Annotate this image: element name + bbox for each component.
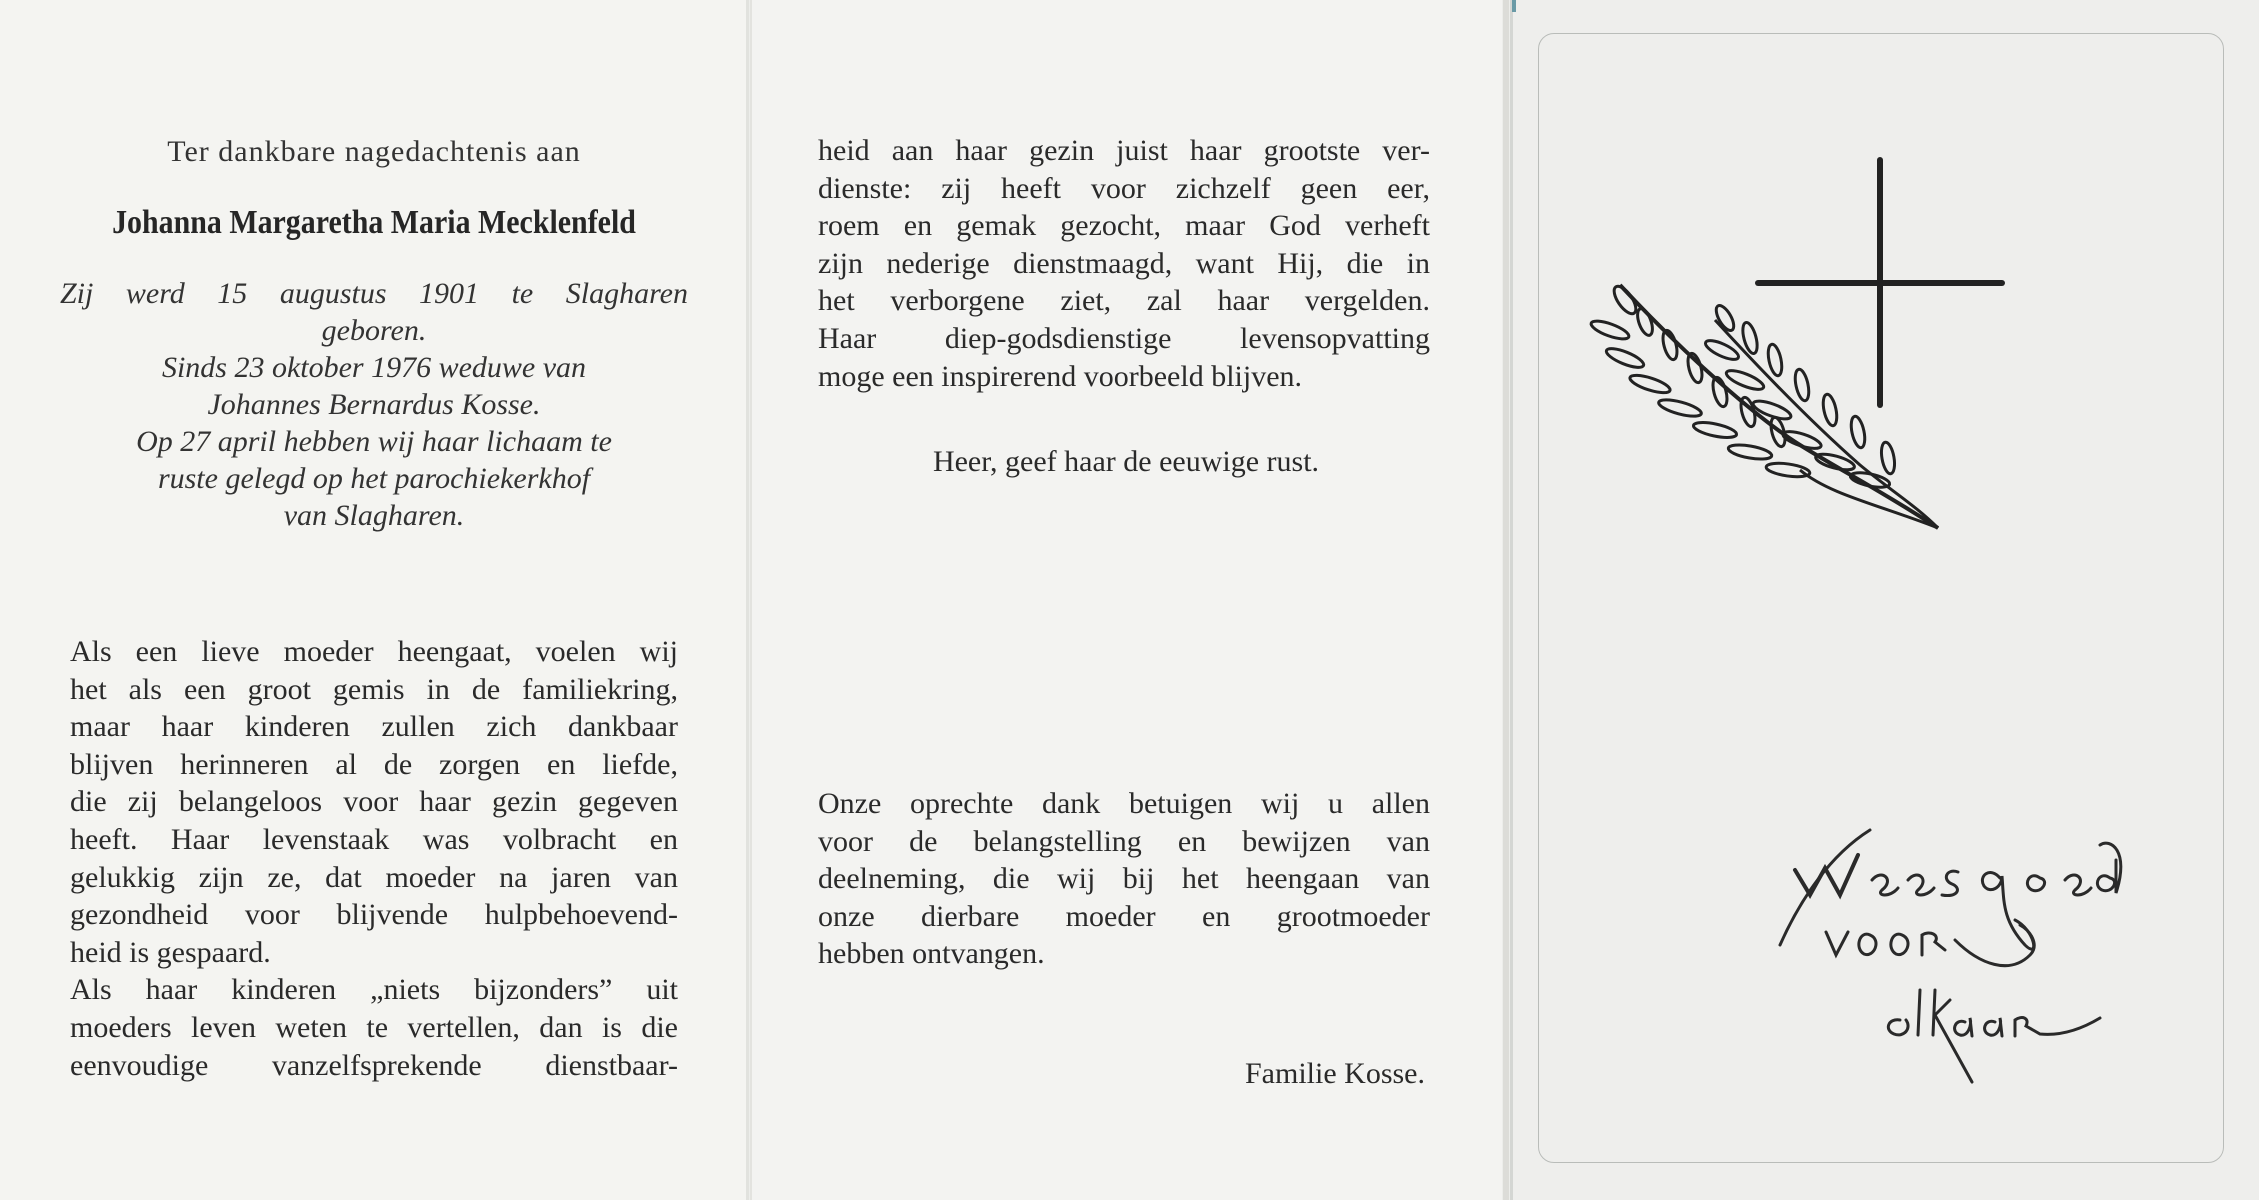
biography-block [60, 275, 688, 534]
paragraph-line: roem en gemak gezocht, maar God verheft [818, 209, 1430, 243]
signature: Familie Kosse. [1245, 1057, 1425, 1090]
paragraph-line: gelukkig zijn ze, dat moeder na jaren van [70, 860, 678, 894]
paragraph-line: hebben ontvangen. [818, 937, 1045, 971]
paragraph-line: Onze oprechte dank betuigen wij u allen [818, 787, 1430, 820]
tribute-paragraph [70, 633, 678, 1084]
paragraph-line: Als haar kinderen „niets bijzonders” uit [70, 973, 678, 1007]
paragraph-line: gezondheid voor blijvende hulpbehoevend- [70, 898, 678, 932]
heading: Ter dankbare nagedachtenis aan [167, 135, 581, 168]
thanks-paragraph [818, 785, 1430, 973]
paragraph-line: heid is gespaard. [70, 935, 271, 969]
biography-line: geboren. [321, 314, 427, 347]
biography-line: Johannes Bernardus Kosse. [207, 388, 541, 421]
paragraph-line: onze dierbare moeder en grootmoeder [818, 899, 1430, 933]
paragraph-line: deelneming, die wij bij het heengaan van [818, 862, 1430, 896]
biography-line: Sinds 23 oktober 1976 weduwe van [161, 351, 587, 384]
biography-line: ruste gelegd op het parochiekerkhof [157, 462, 591, 495]
paragraph-line: dienste: zij heeft voor zichzelf geen eer, [818, 171, 1430, 205]
paragraph-line: Haar diep-godsdienstige levensopvatting [818, 321, 1430, 355]
deceased-name: Johanna Margaretha Maria Mecklenfeld [112, 204, 636, 241]
tribute-paragraph-continued [818, 132, 1430, 395]
paragraph-line: moeders leven weten te vertellen, dan is die [70, 1010, 678, 1044]
biography-line: van Slagharen. [283, 499, 465, 532]
cross-icon [1758, 160, 2002, 405]
paragraph-line: maar haar kinderen zullen zich dankbaar [70, 710, 678, 744]
prayer-line: Heer, geef haar de eeuwige rust. [932, 445, 1320, 478]
wheat-branch-icon [1589, 283, 1938, 528]
paragraph-line: eenvoudige vanzelfsprekende dienstbaar- [70, 1048, 678, 1082]
paragraph-line: die zij belangeloos voor haar gezin gegeven [70, 785, 678, 819]
paragraph-line: het als een groot gemis in de familiekring, [70, 672, 678, 706]
biography-line: Zij werd 15 augustus 1901 te Slagharen [60, 277, 688, 310]
paragraph-line: moge een inspirerend voorbeeld blijven. [818, 359, 1303, 393]
calligraphy-logo [1780, 830, 2121, 1082]
fold-line [1503, 0, 1509, 1200]
paragraph-line: zijn nederige dienstmaagd, want Hij, die in [818, 246, 1430, 280]
paragraph-line: voor de belangstelling en bewijzen van [818, 824, 1430, 858]
paragraph-line: blijven herinneren al de zorgen en liefde, [70, 747, 678, 781]
biography-line: Op 27 april hebben wij haar lichaam te [136, 425, 612, 458]
paragraph-line: heid aan haar gezin juist haar grootste ver- [818, 134, 1430, 167]
paragraph-line: heeft. Haar levenstaak was volbracht en [70, 822, 678, 856]
fold-line [746, 0, 749, 1200]
paragraph-line: Als een lieve moeder heengaat, voelen wij [70, 635, 678, 668]
paragraph-line: het verborgene ziet, zal haar vergelden. [818, 284, 1430, 318]
card-artwork [1510, 0, 2259, 1200]
